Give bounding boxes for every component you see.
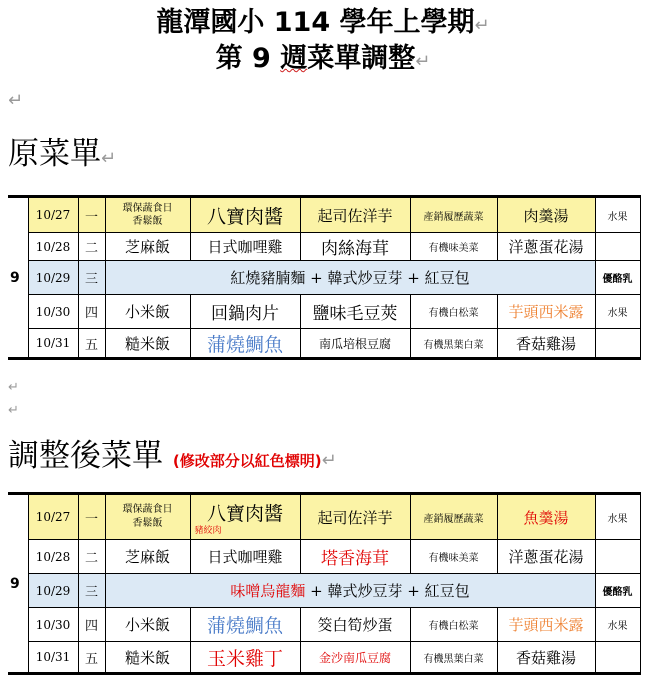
vegetable-cell: 有機黑葉白菜: [410, 329, 497, 359]
extra-cell: 優酪乳: [595, 261, 640, 295]
extra-cell: 水果: [595, 197, 640, 233]
rice-cell: 小米飯: [105, 608, 190, 642]
adjusted-menu-table: [8, 492, 641, 675]
paragraph-mark: ↵: [8, 90, 24, 111]
day-cell: 二: [78, 233, 105, 261]
day-cell: 二: [78, 540, 105, 574]
main-dish-cell: 蒲燒鯛魚: [190, 608, 300, 642]
rice-cell: 環保蔬食日 香鬆飯: [105, 494, 190, 540]
extra-cell: [595, 329, 640, 359]
day-cell: 一: [78, 494, 105, 540]
paragraph-mark: ↵: [8, 403, 19, 418]
side-dish-cell: 金沙南瓜豆腐: [300, 642, 410, 674]
title-line-2-post: 菜單調整: [307, 43, 416, 74]
soup-cell: 香菇雞湯: [497, 329, 595, 359]
rice-cell: 糙米飯: [105, 642, 190, 674]
extra-cell: [595, 642, 640, 674]
adjusted-menu-heading: [8, 438, 337, 479]
date-cell: 10/31: [28, 642, 78, 674]
date-cell: 10/28: [28, 233, 78, 261]
side-dish-cell: 肉絲海茸: [300, 233, 410, 261]
vegetable-cell: 有機味美菜: [410, 540, 497, 574]
table-row: [8, 295, 640, 329]
original-menu-table: [8, 195, 641, 360]
table-row: [8, 261, 640, 295]
title-line-2-pre: 第 9: [215, 43, 281, 74]
extra-cell: [595, 233, 640, 261]
combo-meal-cell: [105, 574, 595, 608]
table-row: [8, 608, 640, 642]
date-cell: 10/29: [28, 261, 78, 295]
original-menu-heading: [8, 136, 116, 177]
week-number: 9: [8, 197, 28, 359]
table-row: [8, 233, 640, 261]
day-cell: 三: [78, 261, 105, 295]
day-cell: 四: [78, 608, 105, 642]
vegetable-cell: 有機白松菜: [410, 295, 497, 329]
modification-note: (修改部分以紅色標明): [172, 452, 322, 470]
rice-cell: 環保蔬食日 香鬆飯: [105, 197, 190, 233]
extra-cell: 水果: [595, 295, 640, 329]
vegetable-cell: 有機白松菜: [410, 608, 497, 642]
rice-cell: 芝麻飯: [105, 540, 190, 574]
vegetable-cell: 有機黑葉白菜: [410, 642, 497, 674]
date-cell: 10/30: [28, 295, 78, 329]
paragraph-mark: ↵: [474, 15, 490, 36]
vegetable-cell: 有機味美菜: [410, 233, 497, 261]
main-dish-cell: 日式咖哩雞: [190, 233, 300, 261]
main-dish-cell: 日式咖哩雞: [190, 540, 300, 574]
day-cell: 三: [78, 574, 105, 608]
paragraph-mark: ↵: [415, 51, 431, 72]
vegetable-cell: 產銷履歷蔬菜: [410, 197, 497, 233]
extra-cell: [595, 540, 640, 574]
table-row: [8, 540, 640, 574]
soup-cell: 洋蔥蛋花湯: [497, 540, 595, 574]
day-cell: 五: [78, 642, 105, 674]
date-cell: 10/27: [28, 197, 78, 233]
side-dish-cell: 起司佐洋芋: [300, 197, 410, 233]
original-heading-text: 原菜單: [8, 136, 101, 172]
main-dish-name: 八寶肉醬: [206, 502, 283, 525]
table-row: [8, 329, 640, 359]
soup-cell: 魚羹湯: [497, 494, 595, 540]
page-subtitle: [0, 42, 646, 79]
extra-cell: 水果: [595, 608, 640, 642]
paragraph-mark: ↵: [8, 380, 19, 395]
combo-meal-cell: 紅燒豬腩麵 + 韓式炒豆芽 + 紅豆包: [105, 261, 595, 295]
adjusted-heading-text: 調整後菜單: [8, 438, 163, 474]
soup-cell: 芋頭西米露: [497, 608, 595, 642]
vegetable-cell: 產銷履歷蔬菜: [410, 494, 497, 540]
side-dish-cell: 鹽味毛豆莢: [300, 295, 410, 329]
date-cell: 10/30: [28, 608, 78, 642]
paragraph-mark: ↵: [101, 148, 117, 169]
day-cell: 四: [78, 295, 105, 329]
side-dish-cell: 起司佐洋芋: [300, 494, 410, 540]
combo-rest: + 韓式炒豆芽 + 紅豆包: [305, 582, 470, 600]
date-cell: 10/28: [28, 540, 78, 574]
rice-cell: 芝麻飯: [105, 233, 190, 261]
table-row: [8, 197, 640, 233]
day-cell: 一: [78, 197, 105, 233]
title-line-1: 龍潭國小 114 學年上學期: [156, 7, 475, 38]
main-dish-cell: 玉米雞丁: [190, 642, 300, 674]
main-dish-cell: [190, 494, 300, 540]
date-cell: 10/31: [28, 329, 78, 359]
soup-cell: 芋頭西米露: [497, 295, 595, 329]
date-cell: 10/29: [28, 574, 78, 608]
rice-cell: 糙米飯: [105, 329, 190, 359]
main-dish-cell: 回鍋肉片: [190, 295, 300, 329]
side-dish-cell: 筊白筍炒蛋: [300, 608, 410, 642]
combo-changed-item: 味噌烏龍麵: [230, 582, 306, 600]
extra-cell: 優酪乳: [595, 574, 640, 608]
week-number: 9: [8, 494, 28, 674]
rice-cell: 小米飯: [105, 295, 190, 329]
main-dish-cell: 八寶肉醬: [190, 197, 300, 233]
day-cell: 五: [78, 329, 105, 359]
title-line-2-week: 週: [280, 43, 308, 74]
extra-cell: 水果: [595, 494, 640, 540]
soup-cell: 肉羹湯: [497, 197, 595, 233]
paragraph-mark: ↵: [321, 450, 337, 471]
main-dish-cell: 蒲燒鯛魚: [190, 329, 300, 359]
soup-cell: 洋蔥蛋花湯: [497, 233, 595, 261]
side-dish-cell: 南瓜培根豆腐: [300, 329, 410, 359]
table-row: [8, 574, 640, 608]
main-dish-note: 豬絞肉: [194, 525, 222, 536]
page-title: [0, 6, 646, 43]
soup-cell: 香菇雞湯: [497, 642, 595, 674]
table-row: [8, 494, 640, 540]
date-cell: 10/27: [28, 494, 78, 540]
side-dish-cell: 塔香海茸: [300, 540, 410, 574]
table-row: [8, 642, 640, 674]
